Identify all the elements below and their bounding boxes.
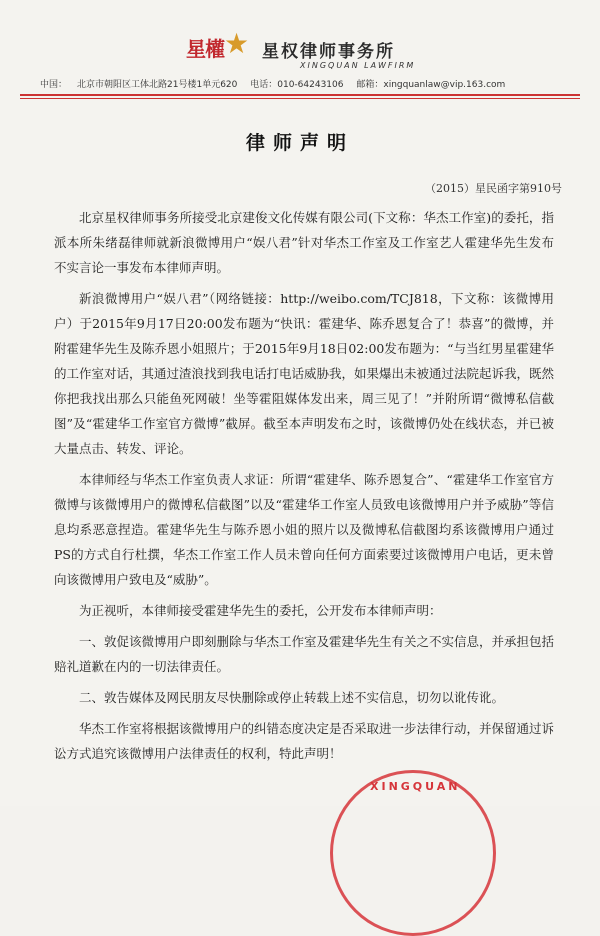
firm-name-en: XINGQUAN LAWFIRM [300, 61, 416, 70]
paragraph: 本律师经与华杰工作室负责人求证：所谓“霍建华、陈乔恩复合”、“霍建华工作室官方微博与该微博用户的微博私信截图”以及“霍建华工作室人员致电该微博用户并予威胁”等信息均系恶意捏造。霍建华先生与陈乔恩小姐的照片以及微博私信截图均系该微博用户通过PS的方式自行杜撰，华杰工作室工作人员未曾向任何方面索要过该微博用户电话，更未曾向该微博用户致电及“威胁”。 [54, 472, 554, 587]
paragraph: 新浪微博用户“娱八君”（网络链接：http://weibo.com/TCJ818，下文称：该微博用户）于2015年9月17日20:00发布题为“快讯：霍建华、陈乔恩复合了！恭喜”的微博，并附霍建华先生及陈乔恩小姐照片；于2015年9月18日02:00发布题为：“与当红男星霍建华的工作室对话，其通过渣浪找到我电话打电话威胁我，如果爆出未被通过法院起诉我，既然你把我找出那么只能鱼死网破！坐等霍阻媒体发出来，周三见了！”并附所谓“微博私信截图”及“霍建华工作室官方微博”截屏。截至本声明发布之时，该微博仍处在线状态，并已被大量点击、转发、评论。 [54, 291, 555, 456]
seal-text: XINGQUAN [370, 780, 461, 793]
contact-country: 中国： [40, 80, 68, 90]
paragraph: 北京星权律师事务所接受北京建俊文化传媒有限公司(下文称：华杰工作室)的委托，指派本所朱绪磊律师就新浪微博用户“娱八君”针对华杰工作室及工作室艺人霍建华先生发布不实言论一事发布本律师声明。 [54, 210, 554, 275]
header-rule [20, 94, 580, 96]
contact-address: 北京市朝阳区工体北路21号楼1单元620 [77, 80, 238, 90]
paragraph: 二、敦告媒体及网民朋友尽快删除或停止转载上述不实信息，切勿以讹传讹。 [79, 690, 505, 705]
official-seal [330, 770, 496, 936]
firm-name: 星权律师事务所 [262, 42, 395, 62]
document-number: （2015）星民函字第910号 [425, 182, 562, 195]
header-rule-thin [20, 98, 580, 99]
firm-logo: 星權 [186, 37, 224, 61]
letter-body [54, 205, 554, 772]
star-icon: ★ [224, 27, 250, 60]
document-title: 律师声明 [245, 132, 354, 154]
paragraph: 华杰工作室将根据该微博用户的纠错态度决定是否采取进一步法律行动，并保留通过诉讼方式追究该微博用户法律责任的权利，特此声明！ [54, 721, 555, 761]
contact-email: 邮箱：xingquanlaw@vip.163.com [356, 80, 506, 90]
paragraph: 一、敦促该微博用户即刻删除与华杰工作室及霍建华先生有关之不实信息，并承担包括赔礼道歉在内的一切法律责任。 [54, 634, 555, 674]
contact-phone: 电话：010-64243106 [250, 80, 344, 90]
contact-line [40, 77, 580, 90]
paragraph: 为正视听，本律师接受霍建华先生的委托，公开发布本律师声明： [79, 603, 442, 618]
